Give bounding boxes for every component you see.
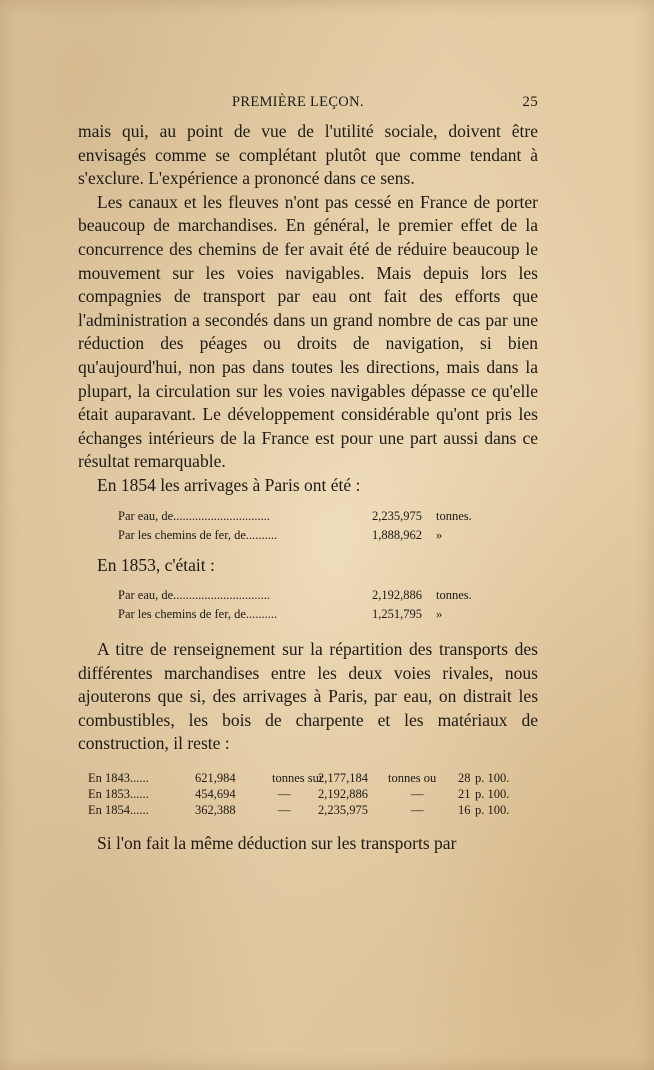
unit-cell: p. 100. <box>475 787 510 802</box>
total-cell: 2,235,975 <box>318 803 368 818</box>
row-label: Par les chemins de fer, de.......... <box>118 527 278 542</box>
row-value: 1,251,795 <box>372 607 422 622</box>
row-label: Par eau, de............................... <box>118 508 271 523</box>
total-cell: 2,177,184 <box>318 771 368 786</box>
years-table-row <box>78 770 538 786</box>
paragraph-6: Si l'on fait la même déduction sur les transports par <box>97 833 457 854</box>
row-unit: tonnes. <box>436 508 472 523</box>
year-cell: En 1853...... <box>88 787 149 802</box>
table-1854-row <box>78 526 538 545</box>
paragraph-5: A titre de renseignement sur la répartition des transports des différentes marchandises entre les deux voies rivales, nous ajouterons que si, des arrivages à Paris, par eau, on distrait les combustibles, les bois de charpente et les matériaux de construction, il reste : <box>78 639 538 754</box>
paragraph-4: En 1853, c'était : <box>97 554 215 575</box>
years-table-row <box>78 786 538 802</box>
row-unit: » <box>436 527 443 542</box>
row-label: Par les chemins de fer, de.......... <box>118 607 278 622</box>
sep-cell: — <box>411 803 424 818</box>
table-1853-row <box>78 586 538 605</box>
year-cell: En 1854...... <box>88 803 149 818</box>
row-value: 2,192,886 <box>372 588 422 603</box>
table-1853-row <box>78 605 538 624</box>
sep-cell: tonnes ou <box>388 771 437 786</box>
sep-cell: — <box>278 803 291 818</box>
sep-cell: — <box>278 787 291 802</box>
row-value: 1,888,962 <box>372 527 422 542</box>
row-unit: tonnes. <box>436 588 472 603</box>
pct-cell: 28 <box>458 771 471 786</box>
tons-cell: 454,694 <box>195 787 236 802</box>
table-1854-row <box>78 507 538 526</box>
sep-cell: — <box>411 787 424 802</box>
pct-cell: 21 <box>458 787 471 802</box>
tons-cell: 362,388 <box>195 803 236 818</box>
paragraph-3: En 1854 les arrivages à Paris ont été : <box>97 474 361 495</box>
running-header <box>78 94 538 116</box>
pct-cell: 16 <box>458 803 471 818</box>
paragraph-2: Les canaux et les fleuves n'ont pas cessé en France de porter beaucoup de marchandises. En général, le premier effet de la concurrence des chemins de fer avait été de réduire beaucoup le mouvement sur les voies navigables. Mais depuis lors les compagnies de transport par eau ont fait des efforts que l'administration a secondés dans un grand nombre de cas par une réduction des péages ou droits de navigation, si bien qu'aujourd'hui, non pas dans toutes les directions, mais dans la plupart, la circulation sur les voies navigables dépasse ce qu'elle était auparavant. Le développement considérable qu'ont pris les échanges intérieurs de la France est pour une part aussi dans ce résultat remarquable. <box>78 191 538 472</box>
row-label: Par eau, de............................... <box>118 588 271 603</box>
total-cell: 2,192,886 <box>318 787 368 802</box>
unit-cell: p. 100. <box>475 803 510 818</box>
paragraph-1: mais qui, au point de vue de l'utilité sociale, doivent être envisagés comme se complétant plutôt que comme tendant à s'exclure. L'expérience a prononcé dans ce sens. <box>78 121 538 189</box>
row-unit: » <box>436 607 443 622</box>
year-cell: En 1843...... <box>88 771 149 786</box>
chapter-title: PREMIÈRE LEÇON. <box>232 94 364 110</box>
tons-cell: 621,984 <box>195 771 236 786</box>
row-value: 2,235,975 <box>372 508 422 523</box>
unit-cell: p. 100. <box>475 771 510 786</box>
sep-cell: tonnes sur <box>272 771 324 786</box>
page-number: 25 <box>522 94 538 110</box>
body-text <box>78 120 538 856</box>
years-table-row <box>78 802 538 818</box>
